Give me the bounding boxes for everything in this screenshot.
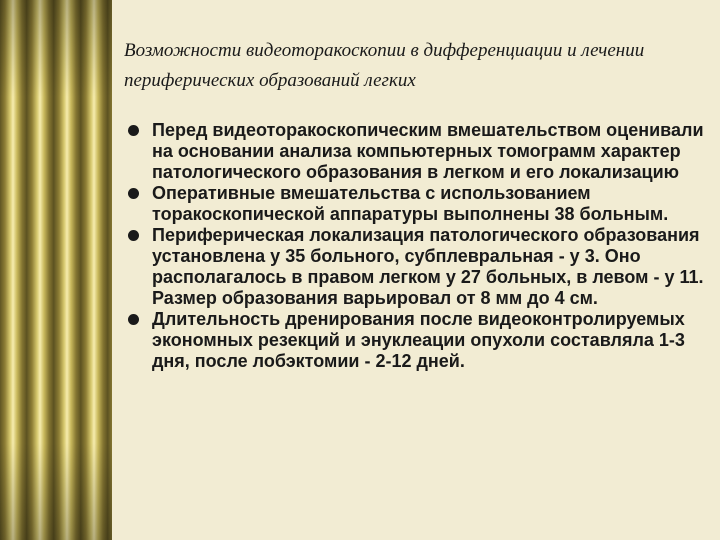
bullet-text: Перед видеоторакоскопическим вмешательством оценивали на основании анализа компьютерных томограмм характер патологического образования в легком и его локализацию xyxy=(152,120,704,182)
slide-title: Возможности видеоторакоскопии в дифференциации и лечении периферических образований легких xyxy=(124,40,645,91)
bullet-dot-icon xyxy=(128,230,139,241)
bullet-item xyxy=(128,309,714,372)
gold-curtain-decoration xyxy=(0,0,112,540)
bullet-item xyxy=(128,120,714,183)
bullet-item xyxy=(128,225,714,309)
bullet-text: Периферическая локализация патологического образования установлена у 35 больного, субплевральная - у 3. Оно располагалось в правом легком у 27 больных, в левом - у 11. Размер образования варьировал от 8 мм до 4 см. xyxy=(152,225,704,308)
bullet-dot-icon xyxy=(128,188,139,199)
bullet-text: Длительность дренирования после видеоконтролируемых экономных резекций и энуклеации опухоли составляла 1-3 дня, после лобэктомии - 2-12 дней. xyxy=(152,309,685,371)
bullet-dot-icon xyxy=(128,314,139,325)
bullet-text: Оперативные вмешательства с использованием торакоскопической аппаратуры выполнены 38 больным. xyxy=(152,183,669,224)
bullet-list xyxy=(128,120,714,372)
bullet-item xyxy=(128,183,714,225)
bullet-dot-icon xyxy=(128,125,139,136)
